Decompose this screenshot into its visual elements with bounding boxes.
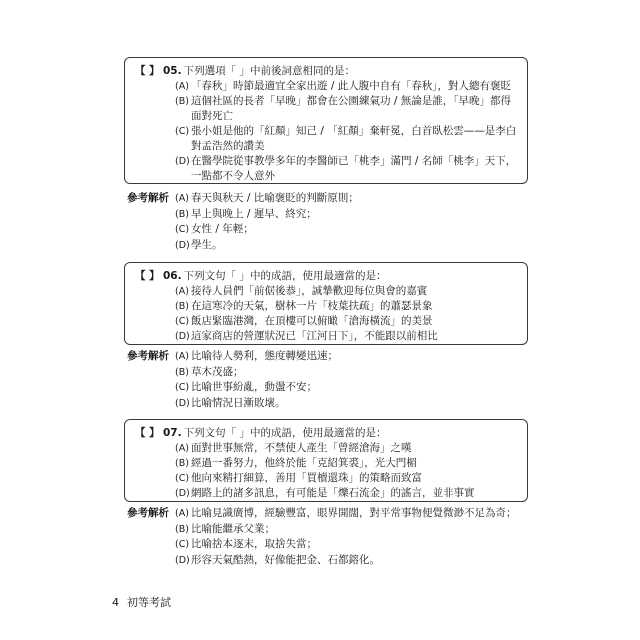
answer-title: 參考解析 [127, 192, 169, 204]
answer-label: (C) [175, 539, 190, 550]
answer-label: (B) [175, 366, 189, 378]
answer-text: 比喻能繼承父業； [191, 522, 275, 535]
answer-text: 比喻情況日漸敗壞。 [191, 396, 286, 409]
answer-line [175, 238, 359, 254]
option-label: (D) [175, 156, 190, 167]
answer-line [175, 553, 517, 569]
answer-label: (B) [175, 208, 189, 220]
answer-explanation [127, 349, 338, 411]
option-text: 張小姐是他的「紅顏」知己 / 「紅顏」棄軒冕，白首臥松雲——是李白對孟浩然的讚美 [191, 125, 517, 152]
answer-label: (C) [175, 382, 190, 393]
option-label: (A) [175, 286, 189, 297]
option-text: 這家商店的營運狀況已「江河日下」，不能跟以前相比 [191, 330, 438, 342]
option-text: 在醫學院從事教學多年的李醫師已「桃李」滿門 / 名師「桃李」天下，一點都不令人意外 [191, 155, 517, 182]
option-label: (B) [175, 96, 189, 107]
option-text: 接待人員們「前倨後恭」，誠摯歡迎每位與會的嘉賓 [191, 285, 428, 297]
option [175, 284, 517, 299]
option [175, 329, 517, 344]
answer-bracket: 【 】 [135, 427, 160, 439]
option-text: 他向來精打細算，善用「買櫝還珠」的策略而致富 [191, 472, 422, 484]
option-text: 經過一番努力，他終於能「克紹箕裘」，光大門楣 [191, 457, 417, 469]
answer-line [175, 207, 359, 223]
question-stem: 下列文句「 」中的成語，使用最適當的是： [183, 427, 387, 439]
answer-line [175, 396, 338, 412]
answer-text: 形容天氣酷熱，好像能把金、石都鎔化。 [191, 553, 380, 566]
page-footer [112, 594, 171, 610]
option-label: (C) [175, 316, 190, 327]
answer-bracket: 【 】 [135, 270, 160, 282]
question-header [135, 64, 517, 79]
answer-line [175, 537, 517, 553]
option-label: (B) [175, 458, 189, 469]
option [175, 441, 517, 456]
answer-text: 春天與秋天 / 比喻褒貶的判斷原則； [191, 192, 359, 204]
option-label: (D) [175, 331, 190, 342]
option-text: 飯店緊臨港灣，在頂樓可以俯瞰「滄海橫流」的美景 [191, 315, 433, 327]
answer-label: (D) [175, 397, 190, 409]
answer-text: 女性 / 年輕； [191, 223, 254, 235]
answer-text: 比喻捨本逐末，取捨失當； [191, 538, 317, 550]
answer-label: (A) [175, 351, 189, 362]
question-stem: 下列選項「 」中前後詞意相同的是： [183, 65, 355, 77]
answer-line [175, 522, 517, 538]
option [175, 94, 517, 124]
answer-label: (B) [175, 523, 189, 535]
question-box [124, 419, 528, 502]
option [175, 79, 517, 94]
answer-label: (D) [175, 554, 190, 566]
answer-line [175, 365, 338, 381]
page-number: 4 [112, 596, 119, 609]
question-box [124, 262, 528, 345]
option [175, 299, 517, 314]
option-text: 「春秋」時節最適宜全家出遊 / 此人腹中自有「春秋」，對人總有褒貶 [191, 80, 511, 92]
option-label: (A) [175, 81, 189, 92]
answer-explanation [127, 191, 359, 253]
option [175, 486, 517, 501]
option-text: 這個社區的長者「早晚」都會在公園練氣功 / 無論是誰，「早晚」都得面對死亡 [191, 95, 511, 122]
option-label: (C) [175, 126, 190, 137]
option-text: 網路上的諸多訊息，有可能是「爍石流金」的謠言，並非事實 [191, 487, 475, 499]
answer-text: 學生。 [191, 238, 223, 251]
answer-label: (A) [175, 508, 189, 519]
answer-text: 草木茂盛； [191, 365, 244, 378]
option-label: (B) [175, 301, 189, 312]
answer-line [175, 191, 359, 207]
option-text: 在這寒冷的天氣，樹林一片「枝葉扶疏」的蕭瑟景象 [191, 300, 433, 312]
answer-line [175, 506, 517, 522]
option-label: (D) [175, 488, 190, 499]
answer-text: 比喻見識廣博，經驗豐富，眼界開闊，對平常事物便覺微渺不足為奇； [191, 507, 517, 519]
option-label: (C) [175, 473, 190, 484]
answer-explanation [127, 506, 517, 568]
book-title: 初等考試 [127, 596, 171, 609]
question-number: 07. [163, 427, 182, 439]
answer-label: (C) [175, 224, 190, 235]
answer-text: 比喻待人勢利，態度轉變迅速； [191, 350, 338, 362]
question-box [124, 57, 528, 184]
question-number: 06. [163, 270, 182, 282]
option [175, 314, 517, 329]
answer-title: 參考解析 [127, 350, 169, 362]
option-text: 面對世事無常，不禁使人產生「曾經滄海」之嘆 [191, 442, 412, 454]
answer-text: 比喻世事紛亂，動盪不安； [191, 381, 317, 393]
option [175, 124, 517, 154]
answer-line [175, 222, 359, 238]
question-stem: 下列文句「 」中的成語，使用最適當的是： [183, 270, 387, 282]
option [175, 471, 517, 486]
option [175, 154, 517, 184]
question-header [135, 269, 517, 284]
answer-label: (D) [175, 239, 190, 251]
answer-bracket: 【 】 [135, 65, 160, 77]
option-label: (A) [175, 443, 189, 454]
answer-title: 參考解析 [127, 507, 169, 519]
answer-line [175, 380, 338, 396]
question-header [135, 426, 517, 441]
answer-text: 早上與晚上 / 遲早、終究； [191, 207, 317, 220]
answer-label: (A) [175, 193, 189, 204]
answer-line [175, 349, 338, 365]
question-number: 05. [163, 65, 182, 77]
option [175, 456, 517, 471]
